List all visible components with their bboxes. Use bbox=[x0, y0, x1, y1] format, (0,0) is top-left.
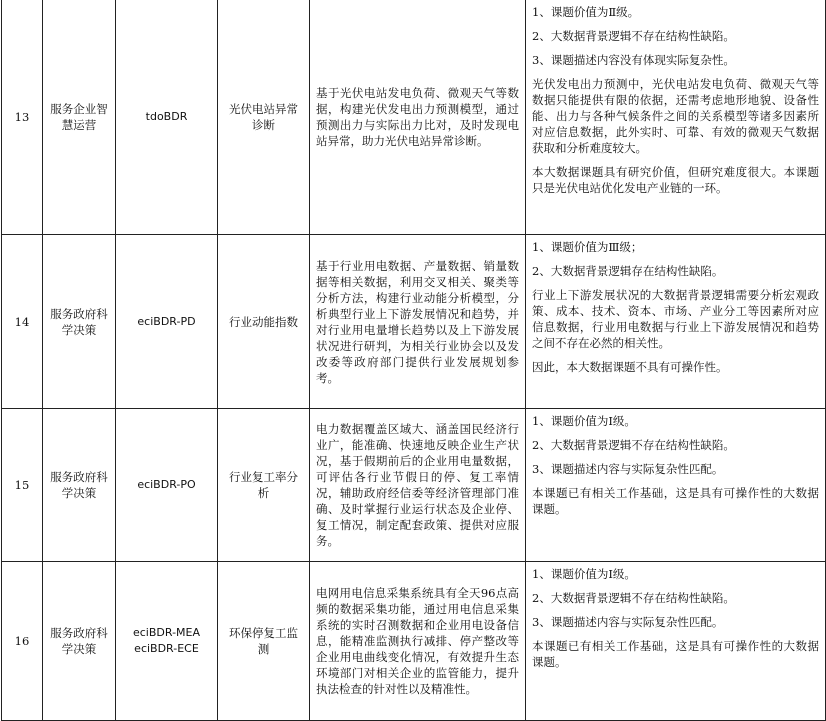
evaluation-line: 光伏发电出力预测中，光伏电站发电负荷、微观天气等数据只能提供有限的依据，还需考虑地形地貌、设备性能、出力与各种气候条件之间的关系模型等诸多因素所对应信息数据，此外实时、可靠、有效的微观天气数据获取和分析难度较大。 bbox=[532, 77, 819, 155]
evaluation-line: 行业上下游发展状况的大数据背景逻辑需要分析宏观政策、成本、技术、资本、市场、产业分工等因素所对应信息数据，行业用电数据与行业上下游发展情况和趋势之间不存在必然的相关性。 bbox=[532, 288, 819, 350]
topic-name: 环保停复工监测 bbox=[218, 562, 310, 721]
evaluation-line: 3、课题描述内容与实际复杂性匹配。 bbox=[532, 462, 724, 476]
evaluation-line: 3、课题描述内容与实际复杂性匹配。 bbox=[532, 615, 724, 629]
topic-code bbox=[116, 562, 218, 721]
evaluation-line: 2、大数据背景逻辑不存在结构性缺陷。 bbox=[532, 438, 735, 452]
evaluation-line: 本课题已有相关工作基础，这是具有可操作性的大数据课题。 bbox=[532, 486, 819, 516]
topic-code bbox=[116, 0, 218, 235]
table-row bbox=[2, 409, 826, 562]
service-field: 服务企业智慧运营 bbox=[43, 0, 116, 235]
topic-code bbox=[116, 409, 218, 562]
service-field: 服务政府科学决策 bbox=[43, 235, 116, 409]
topic-description: 基于行业用电数据、产量数据、销量数据等相关数据，利用交叉相关、聚类等分析方法，构建行业动能分析模型，分析典型行业上下游发展情况和趋势，并对行业用电量增长趋势以及上下游发展状况进行研判，为相关行业协会以及发改委等政府部门提供行业发展规划参考。 bbox=[310, 235, 526, 409]
topic-name: 行业复工率分析 bbox=[218, 409, 310, 562]
topic-name: 行业动能指数 bbox=[218, 235, 310, 409]
evaluation-line: 本课题已有相关工作基础，这是具有可操作性的大数据课题。 bbox=[532, 639, 819, 669]
evaluation-line: 本大数据课题具有研究价值，但研究难度很大。本课题只是光伏电站优化发电产业链的一环。 bbox=[532, 165, 819, 195]
topic-evaluation bbox=[526, 0, 826, 235]
topic-evaluation bbox=[526, 235, 826, 409]
evaluation-line: 因此，本大数据课题不具有可操作性。 bbox=[532, 360, 728, 374]
topic-code-line: eciBDR-MEA bbox=[132, 626, 201, 639]
topic-evaluation bbox=[526, 409, 826, 562]
service-field: 服务政府科学决策 bbox=[43, 562, 116, 721]
evaluation-line: 1、课题价值为Ⅰ级。 bbox=[532, 414, 636, 428]
topic-code bbox=[116, 235, 218, 409]
topic-code-line: eciBDR-PO bbox=[137, 478, 196, 491]
topic-code-line: eciBDR-PD bbox=[137, 314, 196, 328]
topic-description: 电网用电信息采集系统具有全天96点高频的数据采集功能，通过用电信息采集系统的实时召测数据和企业用电设备信息，能精准监测执行减排、停产整改等企业用电曲线变化情况，有效提升生态环境部门对相关企业的监管能力，提升执法检查的针对性以及精准性。 bbox=[310, 562, 526, 721]
table-row bbox=[2, 235, 826, 409]
topic-description: 电力数据覆盖区域大、涵盖国民经济行业广，能准确、快速地反映企业生产状况，基于假期前后的企业用电量数据，可评估各行业节假日的停、复工率情况，辅助政府经信委等经济管理部门准确、及时掌握行业运行状态及企业停、复工情况，制定配套政策、提供对应服务。 bbox=[310, 409, 526, 562]
table-row bbox=[2, 562, 826, 721]
evaluation-line: 1、课题价值为Ⅰ级。 bbox=[532, 567, 636, 581]
row-number: 13 bbox=[2, 0, 43, 235]
service-field: 服务政府科学决策 bbox=[43, 409, 116, 562]
row-number: 16 bbox=[2, 562, 43, 721]
evaluation-line: 2、大数据背景逻辑存在结构性缺陷。 bbox=[532, 264, 724, 278]
evaluation-line: 2、大数据背景逻辑不存在结构性缺陷。 bbox=[532, 29, 735, 43]
topic-code-line: tdoBDR bbox=[145, 110, 188, 123]
topic-description: 基于光伏电站发电负荷、微观天气等数据，构建光伏发电出力预测模型，通过预测出力与实际出力比对，及时发现电站异常，助力光伏电站异常诊断。 bbox=[310, 0, 526, 235]
evaluation-line: 2、大数据背景逻辑不存在结构性缺陷。 bbox=[532, 591, 735, 605]
topic-name: 光伏电站异常诊断 bbox=[218, 0, 310, 235]
row-number: 14 bbox=[2, 235, 43, 409]
row-number: 15 bbox=[2, 409, 43, 562]
table-row bbox=[2, 0, 826, 235]
topic-evaluation bbox=[526, 562, 826, 721]
topic-code-line: eciBDR-ECE bbox=[134, 642, 199, 655]
evaluation-line: 3、课题描述内容没有体现实际复杂性。 bbox=[532, 53, 735, 67]
evaluation-line: 1、课题价值为Ⅱ级。 bbox=[532, 5, 640, 19]
evaluation-line: 1、课题价值为Ⅲ级； bbox=[532, 240, 643, 254]
evaluation-table bbox=[1, 0, 826, 721]
